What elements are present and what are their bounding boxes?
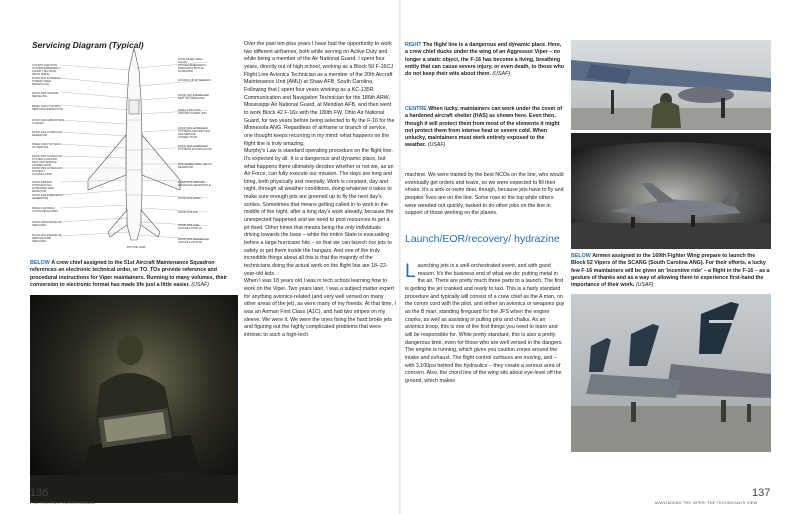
diagram-label-left: DOOR 3308 EPU NITROGEN (N2) HYDRAZINE LEAK DETECTOR — [32, 181, 55, 193]
body-paragraph: Over the past ten-plus years I have had the opportunity to work two different airframes, both while serving on Active Duty and while being a member of the Air National Guard. I spent four years, directly out of high school, working as a Block 50 F-16CJ Flight Line Avionics Technician as a member of the 20th Aircraft Maintenance Unit (AMU) at Shaw AFB, South Carolina. Following that I spent four years working as a KC-135R Communication and Navigation Technician for the 186th ARW, Mississippi Air National Guard, at Meridian AFB, and then went to work Block 42 F-16s with the 180th FW, Ohio Air National Guard, for two years before being selected to fly the F-16 for the Minnesota ANG. Regardless of airframe or branch of service, one thought keeps recurring in my mind: what happens on the flight line is truly amazing. — [244, 41, 395, 147]
page-number-left: 136 — [30, 487, 49, 499]
page-gutter — [399, 0, 401, 514]
diagram-label-right: DOOR 3702 GROUND REFUELING RECEPTACLE — [178, 181, 211, 187]
right-body-text-bottom — [405, 263, 565, 503]
diagram-label-left: DOOR 3304 EMERGENCY GENERATOR — [32, 194, 64, 200]
photo-crew-chief-under-wing — [571, 40, 771, 130]
left-body-text — [244, 41, 396, 503]
caption-centre — [405, 106, 565, 150]
caption-text: The flight line is a dangerous and dynamic place. Here, a crew chief ducks under the wing of an Aggressor Viper – no longer a static object, the F-16 has become a living, breathing entity that can cause severe injury, or even death, to those who do not keep their wits about them. — [405, 42, 565, 78]
diagram-bottom-view-label: BOTTOM VIEW — [127, 246, 146, 249]
caption-right-top — [405, 42, 565, 78]
caption-keyword: CENTRE — [405, 106, 427, 112]
diagram-label-right: DOOR 4004 FUEL ACCUMULATOR (A) — [178, 224, 202, 230]
caption-keyword: BELOW — [571, 253, 591, 259]
caption-keyword: RIGHT — [405, 42, 422, 48]
body-paragraph: Murphy's Law is standard operating procedure on the flight line. It's expected by all. It is a dangerous and dynamic place, but what happens there ultimately decides whether or not we, as an Air Force, can fully execute our mission. The days are long and tiring, both physically and mentally. Work is constant, day and night, through all weather conditions, doing whatever it takes to make sure enough jets are greened up to fly the next day's sorties. Sometimes that means getting called in to work in the middle of the night, after a long day's work already, because the unexpected happened and we need to pool resources to get a jet fixed. Other times that means being the only individuals driving towards the base – while the entire State is evacuating before a large hurricane hits – so that we can launch our jets to safety or get them inside the hangars. And one of the truly incredible things about all this is that the majority of the technicians doing the actual work on the flight line are 18–22-year-old kids. — [244, 148, 394, 277]
page-number-right: 137 — [752, 487, 771, 499]
caption-credit: (USAF) — [191, 281, 209, 288]
diagram-label-right: DOOR 1407 ENGINE AND SEAT IDG SERVICING — [178, 94, 209, 100]
caption-credit: (USAF) — [427, 142, 446, 149]
diagram-label-right: DOOR 3404 HYDRAULIC SYSTEM B ACCUMULATOR — [178, 145, 212, 151]
right-body-text-top: machine. We were trained by the best NCOs on the line, who would eventually get orders and leave, so we were expected to fill their shoes. It's a sink-or-swim deal, though, because jets have to fly and peoples' lives are on the line. Some rose to the top while others were weeded out quickly, tasked to do other jobs on the line in support of those working on the planes. — [405, 172, 564, 217]
diagram-title: Servicing Diagram (Typical) — [32, 40, 144, 50]
diagram-label-left: DOOR 3306 HYDRAULIC SYSTEM A GROUND TEST AND SERVICE CONNECTIONS — [32, 155, 62, 167]
diagram-label-right: NOSE WHEEL WELL LIQUID OXYGEN/EMERGENCY PNEUMATIC BOTTLE HYDRAZINE — [178, 58, 207, 73]
diagram-label-left: DOOR 3306 HYDRAULIC RESERVOIR — [32, 131, 62, 137]
photo-hardened-aircraft-shelter — [571, 133, 771, 249]
caption-credit: (USAF) — [635, 282, 654, 289]
caption-keyword: BELOW — [30, 260, 50, 266]
caption-below-right — [571, 251, 771, 292]
photo-flight-line-block52 — [571, 294, 771, 505]
diagram-label-left: DOOR 4402 ENGINE OIL SERVICE/JUMP SERVICING — [32, 234, 62, 243]
body-paragraph: When I was 18 years old I was in tech school learning how to work on the Viper. Two years later, I was a subject matter expert for anything avionics-related (and very well versed on many other areas of the jet), as were many of my friends. At that time, I was an Airman First Class (A1C), and had two stripes on my sleeve. We were it. We were the ones fixing the hard broke jets and figuring out the highly complicated problems that were intrinsic to such a high-tech — [244, 278, 396, 338]
diagram-label-left: DOOR 3304 AMMUNITION LOADING — [32, 119, 64, 125]
diagram-label-left: PANEL 3418 (TOP) EPU OIL SERVICE — [32, 143, 61, 149]
diagram-label-left: COCKPIT EJECTION SYSTEM/ EMERGENCY CANOPY JETTISON (BOTH SIDES) — [32, 64, 61, 76]
diagram-label-left: DOOR 3502 HYDRAULIC SYSTEM A ACCUMULATOR — [32, 167, 62, 176]
diagram-label-right: MAIN WHEEL WELL HALON RESERVOIR — [178, 163, 212, 169]
diagram-label-right: DOOR 3703 AMAD — [178, 197, 201, 200]
diagram-label-left: DOOR 2304 GROUND REFUELING — [32, 92, 59, 98]
caption-below-diagram — [30, 260, 238, 289]
diagram-label-left: PANEL 4102 DRAG CHUTE MECHANISM — [32, 207, 58, 213]
caption-text: A crew chief assigned to the 51st Aircraft Maintenance Squadron references an electronic technical order, or TO. TOs provide reference and procedural instructions for Viper maintainers. Running to many volumes, their conversion to electronic format has made life just a little easier. — [30, 260, 228, 288]
caption-credit: (USAF) — [492, 71, 511, 78]
right-body-paragraph: aunching jets is a well-orchestrated event, and with good reason. It's the business end of what we do: putting metal in the air. There are pretty much three parts to a launch. The first is getting the jet cranked and ready to taxi. This is a fairly standard procedure and typically will consist of a crew chief as the A man, on the comm cord with the pilot, and either an avionics or weapons guy as the B man, standing fireguard for the JFS when the engine cranks, as well as assisting in pulling pins and chalks. As an avionics troop, this is one of the first things you need to learn and will be responsible for. While pretty standard, this is also a pretty dangerous time, even for those who are well versed in the dangers. The engine is running, which gives you caution zones around the intake and exhaust. The flight control surfaces are moving, and – with 3,100psi behind the hydraulics – they create a serious area of concern. Also, the chord line of the wing sits about eye-level off the ground, which makes — [405, 263, 565, 384]
diagram-label-left: PANEL 2404 (TOP) EPU SERVICING/INSPECTION — [32, 105, 63, 111]
caption-text: Airmen assigned to the 169th Fighter Wing prepare to launch the Block 52 Vipers of the SCANG (South Carolina ANG). For their efforts, a lucky few F-16 maintainers will be given an 'incentive ride' – a flight in the F-16 – as a gesture of thanks and as a way of allowing them to experience first-hand the importance of their work. — [571, 253, 770, 289]
diagram-label-right: PANEL 1402 (TOP) GROUND POWER UNIT — [178, 109, 207, 115]
diagram-label-left: DOOR 4406 ENGINE OIL SERVICING — [32, 221, 62, 227]
caption-text: When lucky, maintainers can work under the cover of a hardened aircraft shelter (HAS) as shown here. Even then, though it will protect them from most of the elements it might not protect them from intense heat or severe cold. When unlucky, maintainers must work entirely exposed to the weather. — [405, 106, 563, 149]
running-title-left: F-16 FIGHTING FALCON MANUAL — [30, 501, 96, 505]
running-title-right: MAINTAINING THE VIPER: THE TECHNICIAN'S VIEW — [655, 501, 758, 505]
diagram-label-right: DOOR 4404 BRAKE/FUEL ACCUMULATOR (B) — [178, 238, 210, 244]
diagram-label-right: DOOR 3704 JFS — [178, 211, 198, 214]
diagram-label-right: DOOR 3401 HYDRAULIC SYSTEM B GROUND TEST AND SERVICE CONNECTIONS — [178, 127, 211, 139]
photo-crew-chief-laptop — [30, 295, 238, 503]
section-heading: Launch/EOR/recovery/ hydrazine — [405, 233, 560, 245]
drop-cap: L — [405, 263, 416, 282]
diagram-label-right: AVIONICS (IF FITTED) ECS — [178, 79, 211, 82]
diagram-label-left: DOOR 2104 EXTERNAL POWER CABLE RECEPTACLE — [32, 77, 61, 86]
